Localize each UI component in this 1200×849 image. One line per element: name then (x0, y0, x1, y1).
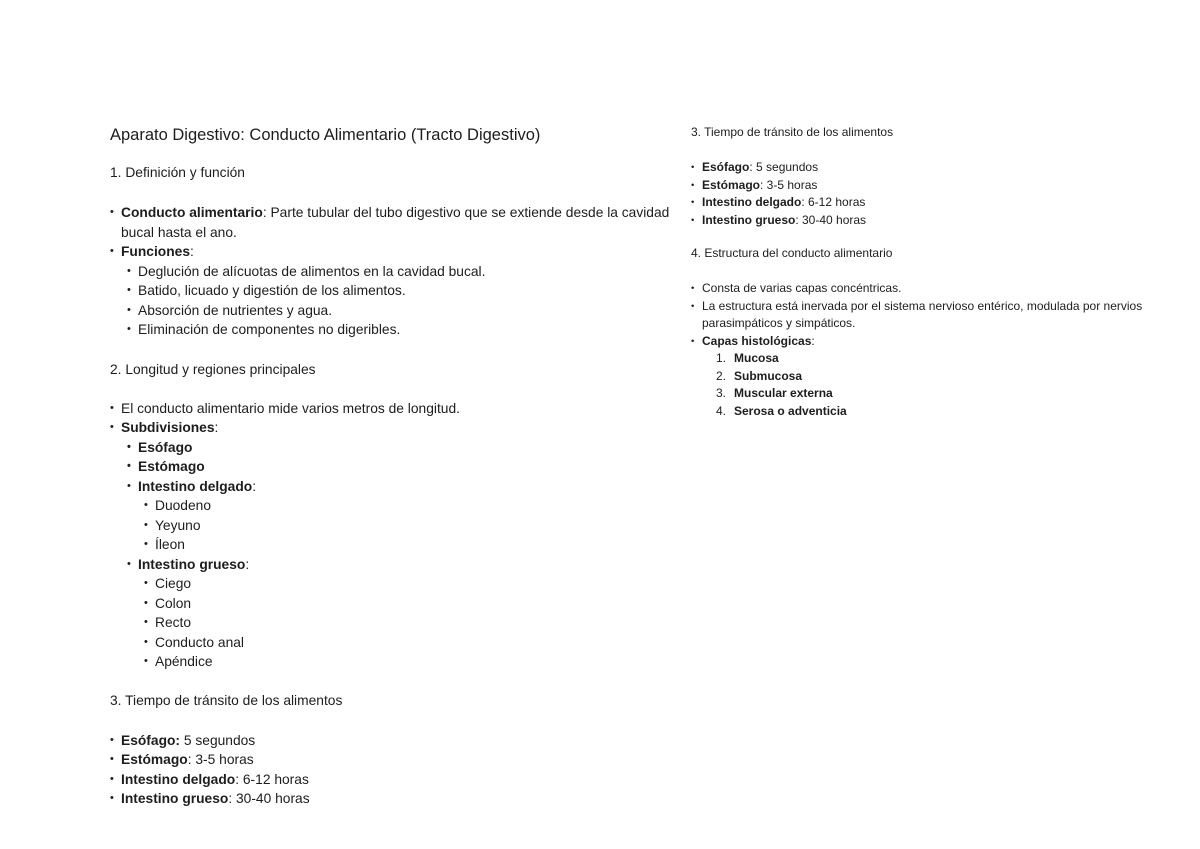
list-item: • Duodeno (144, 496, 670, 516)
term: Capas histológicas (702, 333, 812, 348)
item-number: 3. (716, 386, 727, 400)
term: Intestino grueso (121, 791, 229, 806)
list-item (110, 203, 670, 242)
small-intestine-list (144, 496, 670, 555)
term: Funciones (121, 244, 190, 259)
layers-list (716, 350, 1196, 420)
list-item (691, 194, 1196, 212)
list-item: • Yeyuno (144, 516, 670, 536)
layer-name: Muscular externa (734, 386, 833, 400)
list-item: • Ciego (144, 574, 670, 594)
colon: : (245, 556, 250, 572)
list-item (127, 555, 670, 672)
list-item: • Apéndice (144, 652, 670, 672)
left-column (110, 124, 670, 809)
subdivisions-list (127, 438, 670, 672)
list-item: • Deglución de alícuotas de alimentos en la cavidad bucal. (127, 262, 670, 282)
list-item (716, 385, 1196, 403)
list-item (110, 731, 670, 751)
list-item: • Estómago (127, 457, 670, 477)
list-item (691, 159, 1196, 177)
right-section-4-list (691, 280, 1196, 420)
list-item: • La estructura está inervada por el sistema nervioso entérico, modulada por nervios parasimpáticos y simpáticos. (691, 298, 1196, 333)
term: Intestino delgado (121, 771, 236, 787)
colon: : (190, 244, 194, 259)
value: : 30-40 horas (228, 791, 310, 806)
value: : 6-12 horas (235, 771, 309, 787)
list-item (716, 368, 1196, 386)
term: Intestino delgado (138, 478, 253, 494)
colon: : (214, 420, 219, 435)
right-section-3-list (691, 159, 1196, 229)
list-item (110, 242, 670, 340)
term: Intestino grueso (702, 212, 796, 227)
right-section-3-heading: 3. Tiempo de tránsito de los alimentos (691, 125, 894, 139)
section-2-list (110, 399, 670, 672)
term: Esófago (702, 160, 750, 174)
term: Estómago (702, 177, 761, 192)
list-item (716, 403, 1196, 421)
value: : 30-40 horas (795, 212, 867, 227)
list-item: • Íleon (144, 535, 670, 555)
list-item: • Conducto anal (144, 633, 670, 653)
list-item: • Recto (144, 613, 670, 633)
list-item: • Colon (144, 594, 670, 614)
list-item: • Esófago (127, 438, 670, 458)
list-item (110, 418, 670, 672)
list-item: • Eliminación de componentes no digeribles. (127, 320, 670, 340)
term: Conducto alimentario (121, 205, 263, 220)
functions-list (127, 262, 670, 340)
right-section-4-heading: 4. Estructura del conducto alimentario (691, 246, 893, 260)
term: Subdivisiones (121, 420, 215, 435)
term: Intestino delgado (702, 195, 802, 209)
section-1-heading: 1. Definición y función (110, 165, 245, 180)
value: 5 segundos (180, 732, 256, 748)
item-number: 4. (716, 403, 727, 418)
layer-name: Serosa o adventicia (734, 403, 847, 418)
item-number: 2. (716, 368, 727, 383)
section-3-list (110, 731, 670, 809)
list-item: • Batido, licuado y digestión de los alimentos. (127, 281, 670, 301)
term: Estómago (121, 752, 188, 767)
section-2-heading: 2. Longitud y regiones principales (110, 361, 316, 377)
definition-text: : Parte tubular del tubo digestivo que se extiende desde la cavidad bucal hasta el ano. (121, 205, 670, 240)
large-intestine-list (144, 574, 670, 672)
right-column (691, 124, 1196, 420)
term: Intestino grueso (138, 556, 246, 572)
value: : 6-12 horas (801, 195, 866, 209)
list-item (110, 750, 670, 770)
list-item: • Consta de varias capas concéntricas. (691, 280, 1196, 298)
section-1-list (110, 203, 670, 340)
document-title: Aparato Digestivo: Conducto Alimentario (Tracto Digestivo) (110, 126, 541, 144)
value: : 3-5 horas (187, 752, 254, 767)
list-item (110, 789, 670, 809)
item-number: 1. (716, 351, 727, 365)
list-item: • El conducto alimentario mide varios metros de longitud. (110, 399, 670, 419)
section-3-heading: 3. Tiempo de tránsito de los alimentos (110, 692, 343, 708)
list-item (110, 770, 670, 790)
term: Esófago: (121, 732, 181, 748)
list-item (691, 177, 1196, 195)
list-item (716, 350, 1196, 368)
colon: : (811, 333, 815, 348)
value: : 5 segundos (749, 160, 819, 174)
list-item (691, 212, 1196, 230)
value: : 3-5 horas (760, 177, 818, 192)
layer-name: Mucosa (734, 351, 779, 365)
list-item (691, 333, 1196, 421)
list-item (127, 477, 670, 555)
layer-name: Submucosa (734, 368, 803, 383)
list-item: • Absorción de nutrientes y agua. (127, 301, 670, 321)
colon: : (252, 478, 257, 494)
